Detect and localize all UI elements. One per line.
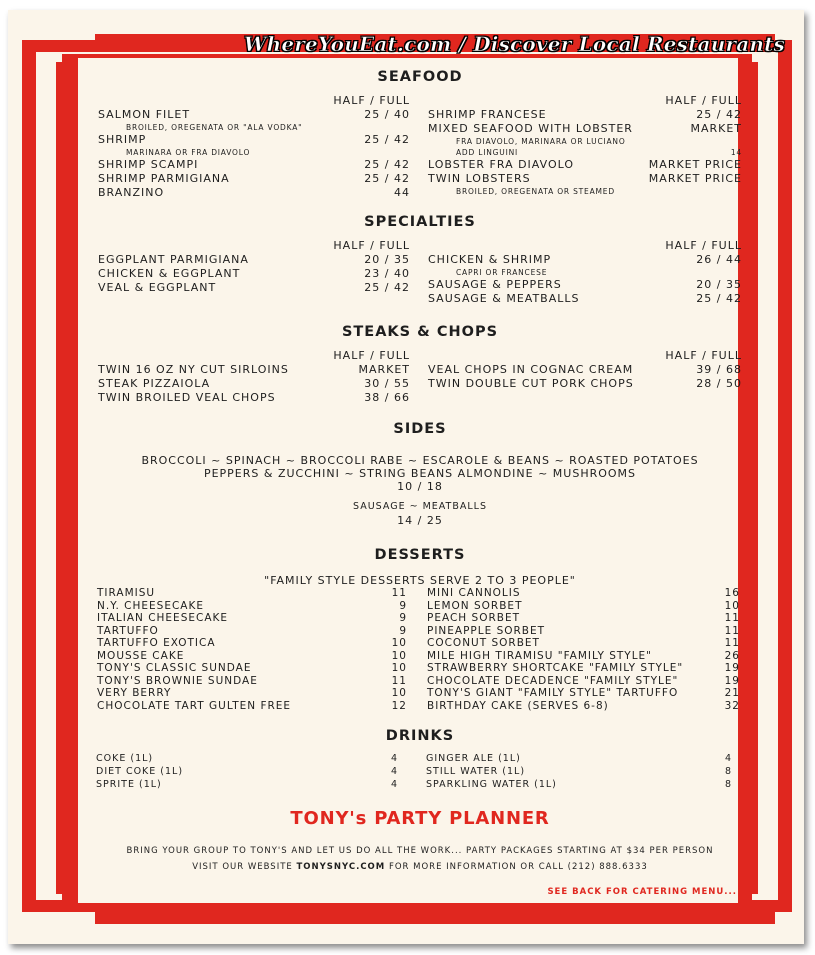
item-name: MIXED SEAFOOD WITH LOBSTER [428, 122, 633, 135]
item-price: 4 [390, 766, 398, 777]
menu-item [426, 765, 732, 778]
menu-item [427, 625, 740, 638]
menu-item-note [428, 147, 742, 158]
item-name: MARINARA OR FRA DIAVOLO [126, 148, 251, 157]
half-full-header [98, 94, 410, 108]
menu-item [427, 687, 740, 700]
menu-item-note [98, 122, 410, 133]
menu-item [97, 675, 407, 688]
item-price: 38 / 66 [364, 391, 410, 404]
menu-item [428, 172, 742, 186]
menu-item [98, 108, 410, 122]
party-line-2-prefix: VISIT OUR WEBSITE [192, 862, 297, 872]
menu-item-note [428, 136, 742, 147]
menu-item [427, 600, 740, 613]
item-price: 10 [391, 687, 407, 699]
item-price: 11 [724, 612, 740, 624]
item-name: TARTUFFO EXOTICA [97, 637, 216, 649]
item-price: 30 / 55 [364, 377, 410, 390]
item-price: 9 [399, 599, 407, 612]
item-name: SAUSAGE & MEATBALLS [428, 292, 580, 305]
item-name: BROILED, OREGENATA OR "ALA VODKA" [126, 123, 303, 132]
menu-item [97, 637, 407, 650]
item-price: 4 [390, 753, 398, 764]
item-name: ADD LINGUINI [456, 148, 519, 157]
menu-item [97, 612, 407, 625]
item-price: MARKET PRICE [648, 172, 742, 185]
item-name: ITALIAN CHEESECAKE [97, 612, 229, 624]
item-name: SPRITE (1L) [96, 779, 162, 790]
item-name: TONY'S CLASSIC SUNDAE [97, 662, 252, 674]
menu-item [97, 587, 407, 600]
item-name: TWIN BROILED VEAL CHOPS [98, 391, 276, 404]
item-name: LOBSTER FRA DIAVOLO [428, 158, 575, 171]
item-price: 28 / 50 [696, 377, 742, 390]
half-full-header [428, 349, 742, 363]
item-price: 20 / 35 [364, 253, 410, 266]
menu-item [428, 158, 742, 172]
steaks-right-column [428, 349, 742, 391]
item-price: 32 [724, 699, 740, 712]
item-price: 26 [724, 649, 740, 662]
menu-item [427, 612, 740, 625]
half-full-header [428, 94, 742, 108]
menu-item [427, 662, 740, 675]
sides-title: SIDES [393, 421, 447, 437]
item-price: 26 / 44 [696, 253, 742, 266]
party-line-1: BRING YOUR GROUP TO TONY'S AND LET US DO ALL THE WORK... PARTY PACKAGES STARTING AT $34 PER PERSON [126, 846, 714, 856]
item-name: PEACH SORBET [427, 612, 521, 624]
menu-item [98, 133, 410, 147]
steaks-left-column [98, 349, 410, 405]
item-price: 21 [724, 687, 740, 699]
item-name: TARTUFFO [97, 624, 159, 637]
item-name: CHICKEN & EGGPLANT [98, 267, 241, 280]
menu-item [427, 675, 740, 688]
steaks-title: STEAKS & CHOPS [341, 324, 499, 340]
item-price: 12 [391, 699, 407, 712]
menu-item [428, 278, 742, 292]
menu-item [428, 377, 742, 391]
item-price: 25 / 42 [364, 133, 410, 146]
item-price: 19 [724, 662, 740, 674]
menu-item [98, 281, 410, 295]
sides-line-1: BROCCOLI ~ SPINACH ~ BROCCOLI RABE ~ ESCAROLE & BEANS ~ ROASTED POTATOES [141, 454, 699, 467]
item-name: CHOCOLATE TART GULTEN FREE [97, 699, 292, 712]
half-full-label: HALF / FULL [665, 349, 742, 362]
drinks-left-column [96, 752, 398, 791]
sides-price-1: 10 / 18 [397, 480, 443, 493]
specialties-right-column [428, 239, 742, 306]
menu-item [98, 172, 410, 186]
half-full-header [98, 349, 410, 363]
item-price: 23 / 40 [364, 267, 410, 280]
item-price: 19 [724, 674, 740, 687]
item-name: TONY'S GIANT "FAMILY STYLE" TARTUFFO [427, 687, 679, 699]
half-full-header [428, 239, 742, 253]
menu-item [98, 253, 410, 267]
item-name: LEMON SORBET [427, 599, 523, 612]
menu-item [426, 752, 732, 765]
item-name: DIET COKE (1L) [96, 766, 184, 777]
item-name: STRAWBERRY SHORTCAKE "FAMILY STYLE" [427, 662, 684, 674]
menu-item [428, 292, 742, 306]
menu-item [97, 625, 407, 638]
item-price: 20 / 35 [696, 278, 742, 291]
catering-note: SEE BACK FOR CATERING MENU... [547, 887, 737, 897]
menu-item-note [428, 186, 742, 197]
item-name: BIRTHDAY CAKE (SERVES 6-8) [427, 699, 609, 712]
menu-item [428, 122, 742, 136]
item-price: MARKET [690, 122, 742, 135]
item-name: MILE HIGH TIRAMISU "FAMILY STYLE" [427, 649, 653, 662]
menu-item [427, 700, 740, 713]
menu-item [97, 650, 407, 663]
item-name: N.Y. CHEESECAKE [97, 599, 204, 612]
website-link[interactable]: TONYSNYC.COM [296, 862, 386, 872]
item-price: 39 / 68 [696, 363, 742, 376]
item-name: MOUSSE CAKE [97, 649, 185, 662]
menu-item [427, 650, 740, 663]
menu-item [96, 752, 398, 765]
item-price: 25 / 42 [364, 281, 410, 294]
menu-item [98, 391, 410, 405]
seafood-left-column [98, 94, 410, 200]
item-name: TWIN 16 OZ NY CUT SIRLOINS [98, 363, 289, 376]
half-full-label: HALF / FULL [333, 94, 410, 107]
item-price: 9 [399, 612, 407, 624]
menu-item [98, 377, 410, 391]
menu-item [427, 587, 740, 600]
item-price: 8 [724, 779, 732, 790]
menu-item-note [98, 147, 410, 158]
party-line-2-suffix: FOR MORE INFORMATION OR CALL (212) 888.6333 [385, 862, 648, 872]
item-name: VEAL & EGGPLANT [98, 281, 217, 294]
item-price: 10 [724, 599, 740, 612]
sides-price-2: 14 / 25 [397, 514, 443, 527]
item-name: STEAK PIZZAIOLA [98, 377, 211, 390]
party-line-2 [60, 862, 780, 872]
item-price: 25 / 40 [364, 108, 410, 121]
menu-item [96, 765, 398, 778]
item-price: 25 / 42 [696, 292, 742, 305]
item-name: COCONUT SORBET [427, 637, 540, 649]
item-name: SHRIMP [98, 133, 147, 146]
seafood-title: SEAFOOD [377, 69, 463, 85]
item-price: 4 [724, 753, 732, 764]
item-price: 25 / 42 [364, 158, 410, 171]
menu-item-note [428, 267, 742, 278]
item-name: BROILED, OREGENATA OR STEAMED [456, 187, 615, 196]
menu-item [428, 108, 742, 122]
item-price: 11 [724, 637, 740, 649]
menu-item [426, 778, 732, 791]
item-price: 10 [391, 637, 407, 649]
menu-item [98, 267, 410, 281]
half-full-header [98, 239, 410, 253]
drinks-right-column [426, 752, 732, 791]
half-full-label: HALF / FULL [333, 239, 410, 252]
item-name: CHOCOLATE DECADENCE "FAMILY STYLE" [427, 674, 679, 687]
sides-line-3: SAUSAGE ~ MEATBALLS [353, 501, 487, 512]
item-price: 25 / 42 [364, 172, 410, 185]
half-full-label: HALF / FULL [333, 349, 410, 362]
item-name: VEAL CHOPS IN COGNAC CREAM [428, 363, 634, 376]
item-name: SHRIMP PARMIGIANA [98, 172, 230, 185]
menu-item [97, 700, 407, 713]
menu-item [97, 687, 407, 700]
item-price: MARKET PRICE [648, 158, 742, 171]
item-price: 11 [391, 674, 407, 687]
menu-item [96, 778, 398, 791]
item-name: EGGPLANT PARMIGIANA [98, 253, 249, 266]
item-name: CHICKEN & SHRIMP [428, 253, 552, 266]
item-price: 14 [730, 148, 742, 157]
item-name: PINEAPPLE SORBET [427, 624, 546, 637]
item-price: 10 [391, 649, 407, 662]
item-price: 10 [391, 662, 407, 674]
specialties-title: SPECIALTIES [364, 214, 476, 230]
item-name: MINI CANNOLIS [427, 587, 521, 599]
desserts-title: DESSERTS [374, 547, 466, 563]
item-name: SHRIMP SCAMPI [98, 158, 199, 171]
menu-item [98, 186, 410, 200]
item-name: SAUSAGE & PEPPERS [428, 278, 562, 291]
item-price: 4 [390, 779, 398, 790]
desserts-left-column [97, 587, 407, 712]
menu-item [428, 363, 742, 377]
item-name: FRA DIAVOLO, MARINARA OR LUCIANO [456, 137, 626, 146]
menu-item [98, 363, 410, 377]
item-price: 44 [394, 186, 410, 199]
menu-item [97, 600, 407, 613]
item-name: COKE (1L) [96, 753, 154, 764]
item-name: STILL WATER (1L) [426, 766, 526, 777]
party-planner-title: TONY's PARTY PLANNER [290, 808, 550, 829]
item-name: TONY'S BROWNIE SUNDAE [97, 674, 258, 687]
menu-item [97, 662, 407, 675]
desserts-right-column [427, 587, 740, 712]
item-name: CAPRI OR FRANCESE [456, 268, 548, 277]
item-price: MARKET [358, 363, 410, 376]
item-price: 25 / 42 [696, 108, 742, 121]
desserts-note: "FAMILY STYLE DESSERTS SERVE 2 TO 3 PEOPLE" [264, 574, 576, 587]
item-price: 8 [724, 766, 732, 777]
half-full-label: HALF / FULL [665, 94, 742, 107]
item-name: TWIN DOUBLE CUT PORK CHOPS [428, 377, 634, 390]
item-name: TIRAMISU [97, 587, 156, 599]
item-price: 16 [724, 587, 740, 599]
sides-line-2: PEPPERS & ZUCCHINI ~ STRING BEANS ALMONDINE ~ MUSHROOMS [203, 467, 637, 480]
menu-item [428, 253, 742, 267]
half-full-label: HALF / FULL [665, 239, 742, 252]
item-price: 11 [724, 624, 740, 637]
menu-item [98, 158, 410, 172]
item-name: VERY BERRY [97, 687, 172, 699]
watermark: WhereYouEat.com / Discover Local Restaurants [243, 32, 785, 56]
item-name: TWIN LOBSTERS [428, 172, 531, 185]
item-name: SHRIMP FRANCESE [428, 108, 547, 121]
item-name: GINGER ALE (1L) [426, 753, 521, 764]
item-price: 11 [391, 587, 407, 599]
specialties-left-column [98, 239, 410, 295]
item-price: 9 [399, 624, 407, 637]
drinks-title: DRINKS [385, 728, 455, 744]
seafood-right-column [428, 94, 742, 197]
menu-item [427, 637, 740, 650]
item-name: BRANZINO [98, 186, 165, 199]
item-name: SALMON FILET [98, 108, 191, 121]
item-name: SPARKLING WATER (1L) [426, 779, 557, 790]
